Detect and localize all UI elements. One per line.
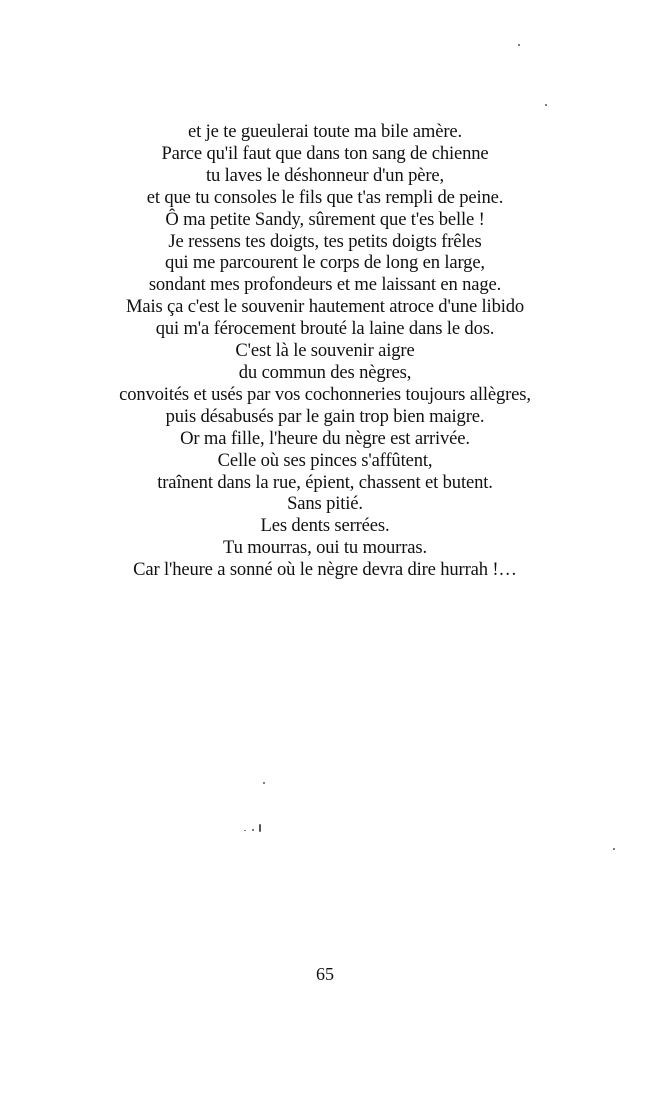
poem-line: Sans pitié. <box>287 493 363 515</box>
poem-line: puis désabusés par le gain trop bien maigre. <box>165 405 485 427</box>
poem-line: du commun des nègres, <box>238 361 412 383</box>
scan-speck <box>518 44 520 46</box>
poem-line: qui me parcourent le corps de long en large, <box>165 252 485 274</box>
poem-line: sondant mes profondeurs et me laissant en nage. <box>148 274 502 296</box>
poem-line: Or ma fille, l'heure du nègre est arrivée. <box>180 427 470 449</box>
poem-line: Tu mourras, oui tu mourras. <box>223 537 427 559</box>
scan-speck <box>259 824 261 832</box>
scan-speck <box>263 782 265 784</box>
poem-line: Celle où ses pinces s'affûtent, <box>217 449 433 471</box>
poem-line: Je ressens tes doigts, tes petits doigts frêles <box>168 230 482 252</box>
poem-line: et que tu consoles le fils que t'as rempli de peine. <box>146 186 504 208</box>
page-number: 65 <box>316 964 334 984</box>
poem-line: qui m'a férocement brouté la laine dans le dos. <box>155 318 495 340</box>
poem-line: Parce qu'il faut que dans ton sang de chienne <box>161 142 489 164</box>
poem-line: Les dents serrées. <box>260 515 390 537</box>
poem-line: tu laves le déshonneur d'un père, <box>206 164 444 186</box>
scan-speck <box>244 830 246 831</box>
scan-speck <box>252 829 254 831</box>
scan-speck <box>613 848 615 850</box>
poem-line: Ô ma petite Sandy, sûrement que t'es belle ! <box>165 208 485 230</box>
poem-line: traînent dans la rue, épient, chassent et butent. <box>157 471 493 493</box>
poem-line: Mais ça c'est le souvenir hautement atroce d'une libido <box>125 296 525 318</box>
scan-speck <box>545 104 547 106</box>
poem-line: et je te gueulerai toute ma bile amère. <box>188 121 462 142</box>
poem-line: convoités et usés par vos cochonneries toujours allègres, <box>119 383 531 405</box>
poem-line: C'est là le souvenir aigre <box>235 340 415 362</box>
poem-text <box>40 121 610 581</box>
poem-line: Car l'heure a sonné où le nègre devra dire hurrah !… <box>133 559 517 581</box>
